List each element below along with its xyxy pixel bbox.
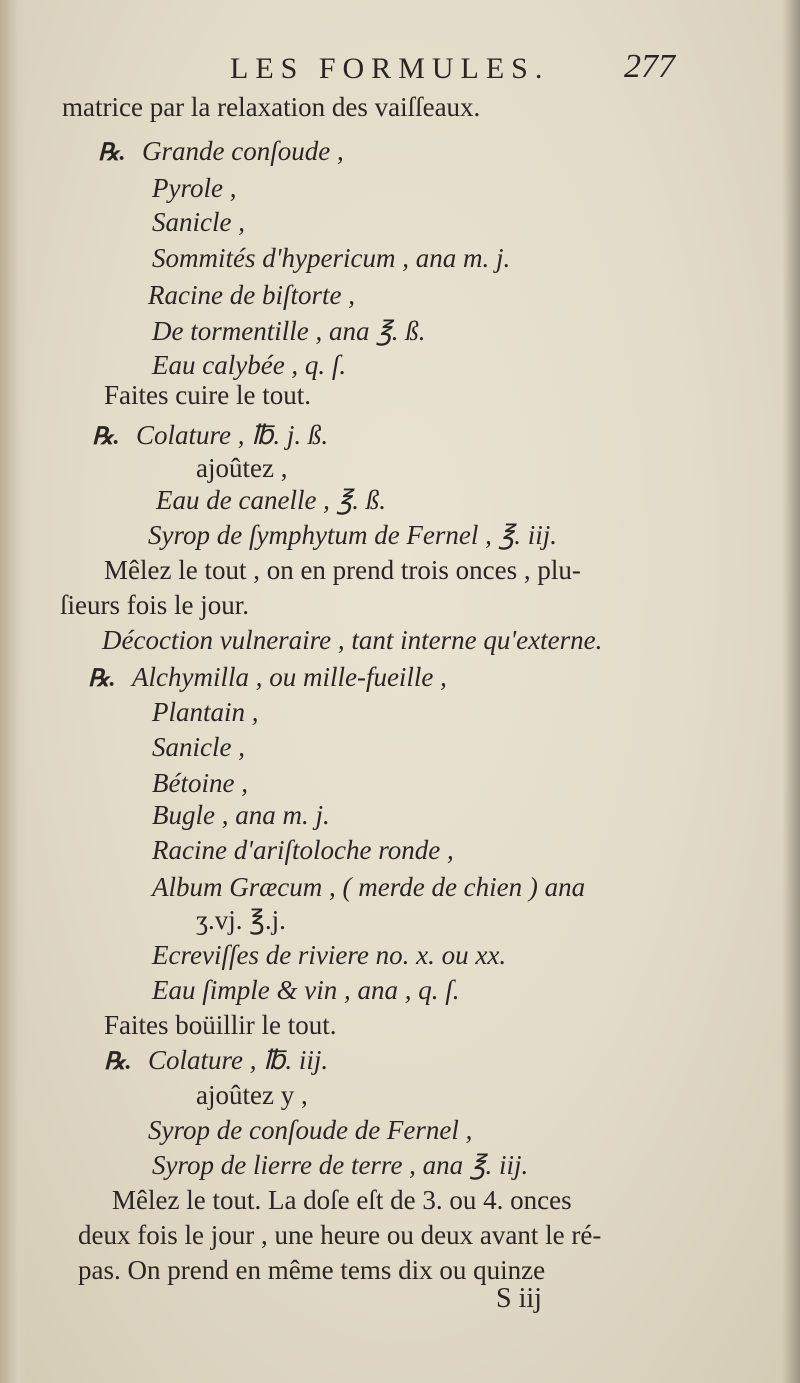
line-text: Faites cuire le tout.	[104, 380, 311, 410]
recipe-symbol: ℞.	[88, 666, 116, 692]
recipe-symbol: ℞.	[98, 140, 126, 166]
line-text: Colature , ℔. j. ß.	[136, 420, 329, 450]
line-text: Eau calybée , q. ſ.	[152, 350, 347, 380]
line-text: ʒ.vj. ℥.j.	[196, 905, 286, 935]
line-text: Eau de canelle , ℥. ß.	[156, 485, 387, 515]
text-line	[152, 835, 454, 866]
text-line	[152, 1150, 528, 1181]
line-text: Sanicle ,	[152, 732, 245, 762]
line-text: deux fois le jour , une heure ou deux avant le ré-	[78, 1220, 602, 1250]
text-line	[152, 768, 248, 799]
line-text: Mêlez le tout. La doſe eſt de 3. ou 4. onces	[112, 1185, 572, 1215]
text-line	[104, 1010, 336, 1041]
text-line	[148, 280, 355, 311]
line-text: Sommités d'hypericum , ana m. j.	[152, 243, 511, 273]
text-line	[152, 732, 245, 763]
text-line	[88, 662, 447, 693]
text-line	[62, 92, 480, 123]
line-text: Bugle , ana m. j.	[152, 800, 330, 830]
text-line	[152, 940, 506, 971]
text-line	[104, 380, 311, 411]
text-line	[152, 975, 459, 1006]
text-line	[196, 905, 286, 936]
page-gutter-shadow	[0, 0, 26, 1383]
line-text: Syrop de ſymphytum de Fernel , ℥. iij.	[148, 520, 557, 550]
line-text: Colature , ℔. iij.	[148, 1045, 329, 1075]
text-line	[78, 1220, 601, 1251]
text-line	[92, 420, 328, 451]
text-line	[152, 316, 426, 347]
line-text: Racine d'ariſtoloche ronde ,	[152, 835, 454, 865]
line-text: Faites boüillir le tout.	[104, 1010, 337, 1040]
line-text: ajoûtez ,	[196, 453, 288, 483]
page-edge-shadow	[782, 0, 800, 1383]
recipe-symbol: ℞.	[92, 424, 120, 450]
text-line	[152, 872, 585, 903]
text-line	[112, 1185, 572, 1216]
text-line	[196, 1080, 308, 1111]
running-head: LES FORMULES.	[230, 52, 550, 85]
recipe-symbol: ℞.	[104, 1049, 132, 1075]
line-text: Bétoine ,	[152, 768, 248, 798]
line-text: ajoûtez y ,	[196, 1080, 308, 1110]
line-text: Plantain ,	[152, 697, 259, 727]
line-text: Syrop de conſoude de Fernel ,	[148, 1115, 473, 1145]
text-line	[152, 207, 245, 238]
text-line	[98, 136, 344, 167]
text-line	[152, 800, 330, 831]
line-text: Album Græcum , ( merde de chien ) ana	[152, 872, 586, 902]
page-header	[0, 48, 800, 96]
line-text: Mêlez le tout , on en prend trois onces , plu-	[104, 555, 581, 585]
line-text: pas. On prend en même tems dix ou quinze	[78, 1255, 546, 1285]
page-number: 277	[624, 48, 675, 85]
text-line	[152, 173, 236, 204]
line-text: Eau ſimple & vin , ana , q. ſ.	[152, 975, 460, 1005]
text-line	[104, 555, 581, 586]
line-text: Racine de biſtorte ,	[148, 280, 355, 310]
line-text: Ecreviſſes de riviere no. x. ou xx.	[152, 940, 507, 970]
line-text: Sanicle ,	[152, 207, 245, 237]
line-text: De tormentille , ana ℥. ß.	[152, 316, 426, 346]
line-text: matrice par la relaxation des vaiſſeaux.	[62, 92, 481, 122]
line-text: Syrop de lierre de terre , ana ℥. iij.	[152, 1150, 529, 1180]
text-line	[78, 1255, 545, 1286]
text-line	[148, 520, 557, 551]
text-line	[152, 350, 346, 381]
line-text: Pyrole ,	[152, 173, 237, 203]
signature-mark: S iij	[496, 1283, 542, 1314]
text-line	[156, 485, 386, 516]
line-text: Grande conſoude ,	[142, 136, 344, 166]
text-line	[102, 625, 602, 656]
text-line	[152, 697, 259, 728]
text-line	[104, 1045, 328, 1076]
line-text: ſieurs fois le jour.	[60, 590, 249, 620]
text-line	[196, 453, 287, 484]
text-line	[152, 243, 510, 274]
text-line	[148, 1115, 472, 1146]
line-text: Décoction vulneraire , tant interne qu'externe.	[102, 625, 603, 655]
line-text: Alchymilla , ou mille-fueille ,	[132, 662, 447, 692]
text-line	[60, 590, 249, 621]
